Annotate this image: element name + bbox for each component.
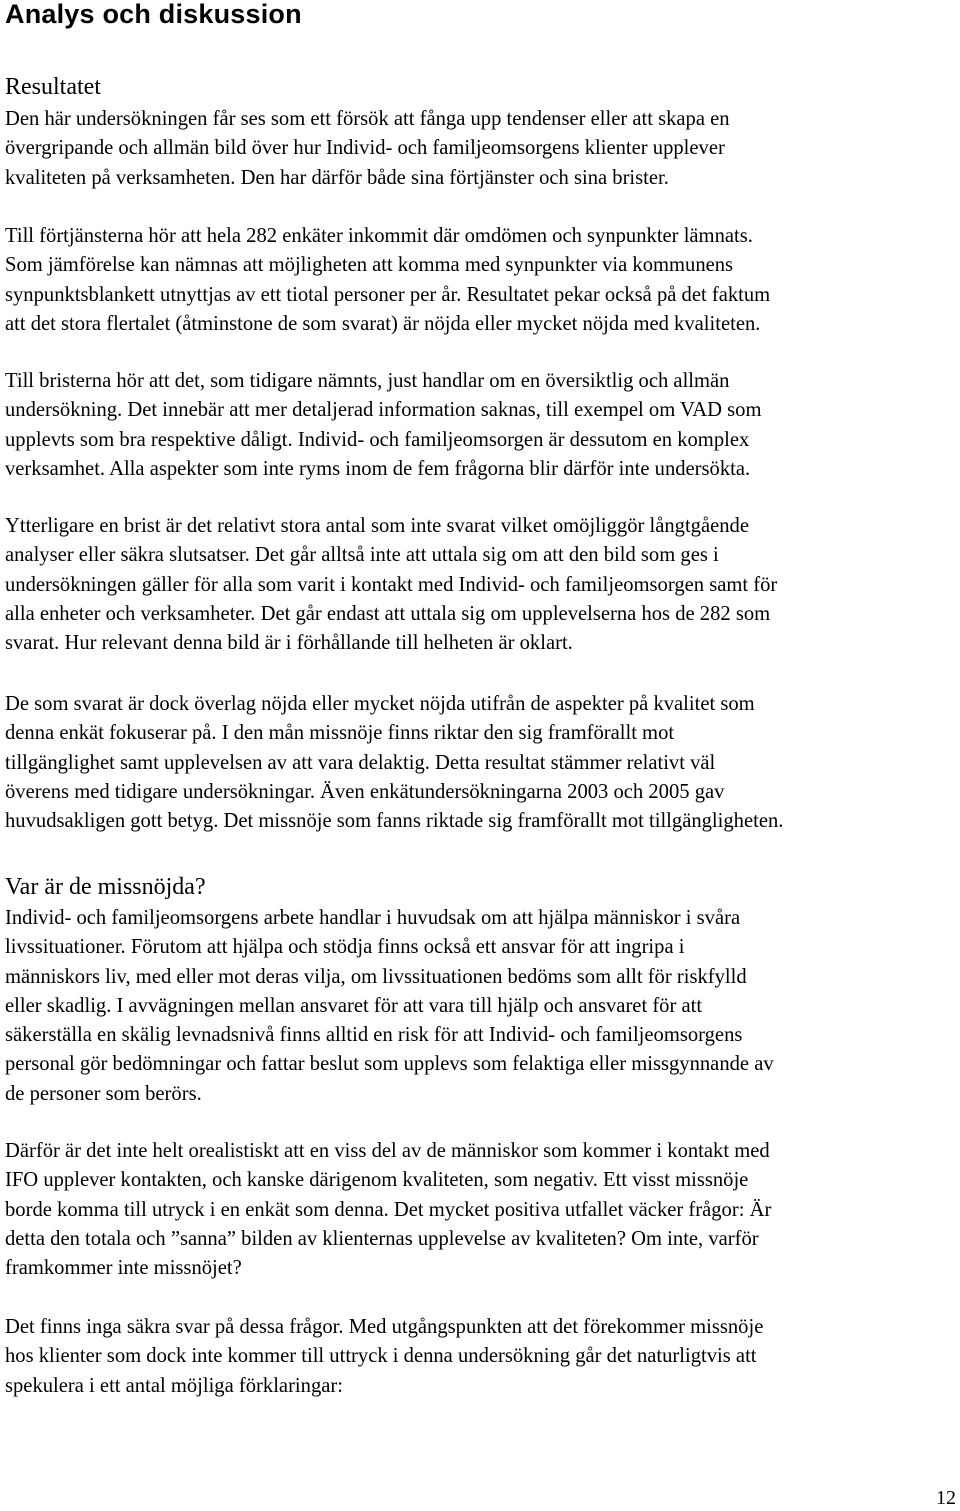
line: Därför är det inte helt orealistiskt att en viss del av de människor som kommer i kontakt med	[5, 1140, 770, 1162]
line: undersökningen gäller för alla som varit i kontakt med Individ- och familjeomsorgen samt för	[5, 573, 778, 596]
line: huvudsakligen gott betyg. Det missnöje som fanns riktade sig framförallt mot tillgängligheten.	[5, 810, 784, 833]
paragraph-7	[5, 1137, 960, 1283]
line: kvaliteten på verksamheten. Den har därför både sina förtjänster och sina brister.	[5, 166, 669, 189]
paragraph-1	[5, 105, 960, 193]
line: Ytterligare en brist är det relativt stora antal som inte svarat vilket omöjliggör långtgående	[5, 515, 749, 537]
line: Till bristerna hör att det, som tidigare nämnts, just handlar om en översiktlig och allmän	[5, 370, 730, 392]
page-title: Analys och diskussion	[5, 0, 302, 29]
line: livssituationer. Förutom att hjälpa och stödja finns också ett ansvar för att ingripa i	[5, 936, 685, 959]
paragraph-4	[5, 512, 960, 658]
line: svarat. Hur relevant denna bild är i förhållande till helheten är oklart.	[5, 632, 573, 655]
line: övergripande och allmän bild över hur Individ- och familjeomsorgens klienter upplever	[5, 137, 725, 160]
paragraph-5	[5, 690, 960, 836]
line: människors liv, med eller mot deras vilja, om livssituationen bedöms som allt för riskfylld	[5, 965, 747, 988]
line: alla enheter och verksamheter. Det går endast att uttala sig om upplevelserna hos de 282 som	[5, 602, 771, 625]
line: eller skadlig. I avvägningen mellan ansvaret för att vara till hjälp och ansvaret för att	[5, 994, 703, 1017]
line: upplevts som bra respektive dåligt. Individ- och familjeomsorgen är dessutom en komplex	[5, 428, 750, 451]
line: säkerställa en skälig levnadsnivå finns alltid en risk för att Individ- och familjeomsorgens	[5, 1024, 743, 1047]
section-heading-resultatet	[5, 72, 960, 102]
line: att det stora flertalet (åtminstone de som svarat) är nöjda eller mycket nöjda med kvaliteten.	[5, 312, 761, 335]
page-number: 12	[936, 1487, 956, 1509]
line: de personer som berörs.	[5, 1082, 202, 1105]
line: överens med tidigare undersökningar. Även enkätundersökningarna 2003 och 2005 gav	[5, 780, 725, 803]
line: personal gör bedömningar och fattar beslut som upplevs som felaktiga eller missgynnande av	[5, 1053, 774, 1076]
line: De som svarat är dock överlag nöjda eller mycket nöjda utifrån de aspekter på kvalitet som	[5, 693, 755, 715]
paragraph-6	[5, 904, 960, 1109]
line: borde komma till utryck i en enkät som denna. Det mycket positiva utfallet väcker frågor: Är	[5, 1198, 772, 1221]
line: IFO upplever kontakten, och kanske därigenom kvaliteten, som negativ. Ett visst missnöje	[5, 1169, 749, 1192]
paragraph-3	[5, 367, 960, 484]
line: Den här undersökningen får ses som ett försök att fånga upp tendenser eller att skapa en	[5, 108, 730, 130]
line: denna enkät fokuserar på. I den mån missnöje finns riktar den sig framförallt mot	[5, 722, 675, 745]
line: framkommer inte missnöjet?	[5, 1257, 242, 1280]
paragraph-8	[5, 1313, 960, 1401]
paragraph-2	[5, 222, 960, 339]
line: Som jämförelse kan nämnas att möjligheten att komma med synpunkter via kommunens	[5, 254, 734, 277]
line: verksamhet. Alla aspekter som inte ryms inom de fem frågorna blir därför inte undersökta.	[5, 457, 751, 480]
line: spekulera i ett antal möjliga förklaringar:	[5, 1374, 343, 1397]
line: undersökning. Det innebär att mer detaljerad information saknas, till exempel om VAD som	[5, 399, 762, 422]
line: Till förtjänsterna hör att hela 282 enkäter inkommit där omdömen och synpunkter lämnats.	[5, 225, 753, 247]
line: analyser eller säkra slutsatser. Det går alltså inte att uttala sig om att den bild som ges i	[5, 544, 719, 567]
line: detta den totala och ”sanna” bilden av klienternas upplevelse av kvaliteten? Om inte, varför	[5, 1227, 759, 1250]
line: Individ- och familjeomsorgens arbete handlar i huvudsak om att hjälpa människor i svåra	[5, 907, 741, 929]
section-heading: Resultatet	[5, 74, 101, 100]
line: hos klienter som dock inte kommer till uttryck i denna undersökning går det naturligtvis att	[5, 1345, 757, 1368]
line: synpunktsblankett utnyttjas av ett tiotal personer per år. Resultatet pekar också på det faktum	[5, 283, 771, 306]
section-heading: Var är de missnöjda?	[5, 874, 206, 900]
section-heading-missnojda	[5, 872, 960, 902]
line: tillgänglighet samt upplevelsen av att vara delaktig. Detta resultat stämmer relativt väl	[5, 751, 716, 774]
line: Det finns inga säkra svar på dessa frågor. Med utgångspunkten att det förekommer missnöje	[5, 1316, 764, 1338]
